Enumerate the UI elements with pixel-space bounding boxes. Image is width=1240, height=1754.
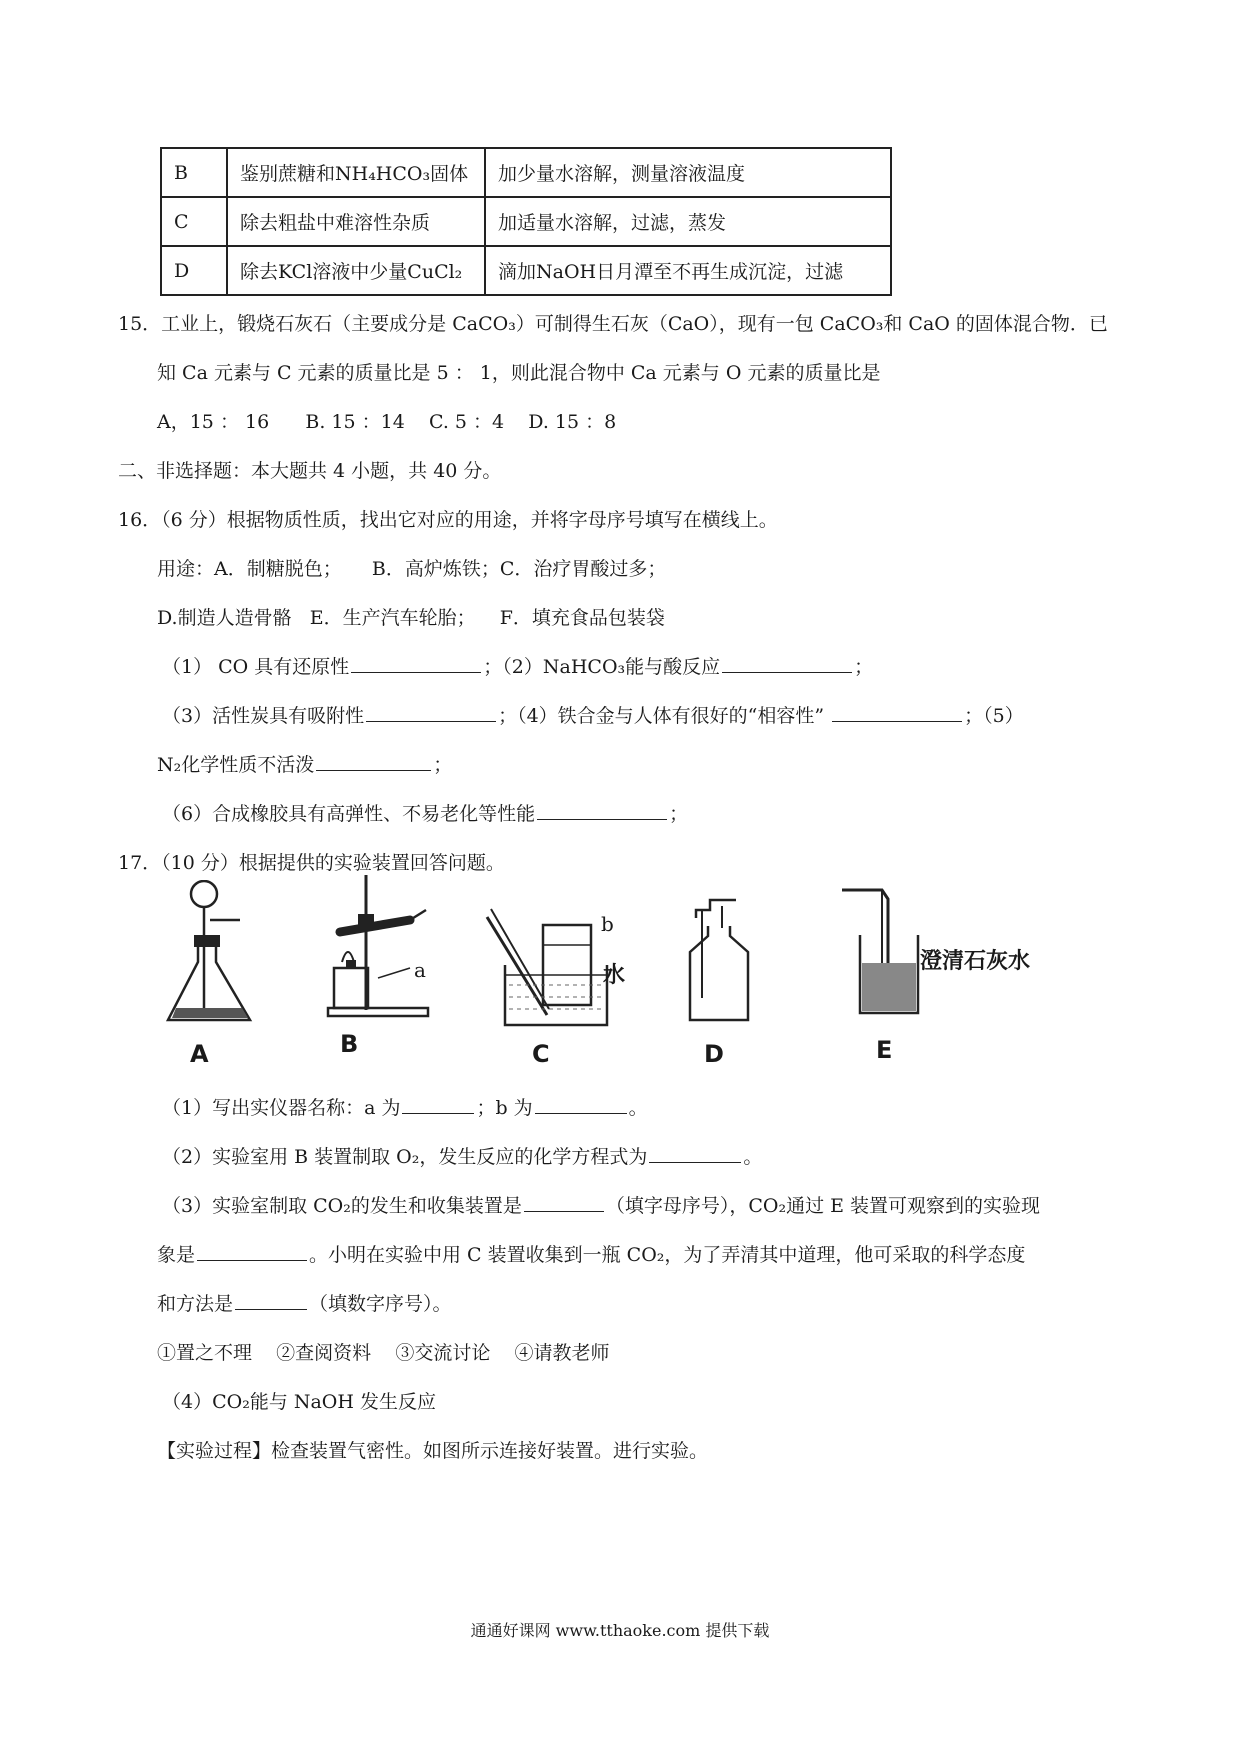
apparatus-a-label: A: [190, 1040, 209, 1068]
answer-blank[interactable]: [197, 1242, 307, 1261]
q16-item2-text: ；（2）NaHCO₃能与酸反应: [483, 656, 721, 678]
semicolon: ；: [669, 803, 689, 825]
apparatus-b-label: B: [340, 1030, 359, 1058]
option-purpose: 除去KCl溶液中少量CuCl₂: [227, 246, 485, 295]
apparatus-c-label: C: [532, 1040, 550, 1068]
semicolon: ；: [433, 754, 453, 776]
option-purpose: 除去粗盐中难溶性杂质: [227, 197, 485, 246]
label-limewater: 澄清石灰水: [920, 948, 1031, 974]
q17-sub3-line1: [162, 1191, 1040, 1218]
table-row: [161, 197, 891, 246]
apparatus-b-drawing: [320, 870, 440, 1020]
q17-sub1: [162, 1093, 648, 1120]
q16-uses-line1: 用途：A．制糖脱色； B．高炉炼铁；C．治疗胃酸过多；: [157, 558, 667, 580]
option-method: 加少量水溶解，测量溶液温度: [485, 148, 891, 197]
q16-stem: 16．（6 分）根据物质性质，找出它对应的用途，并将字母序号填写在横线上。: [118, 509, 778, 531]
answer-blank[interactable]: [524, 1193, 604, 1212]
q17-sub2: [162, 1142, 762, 1169]
q16-item6-text: （6）合成橡胶具有高弹性、不易老化等性能: [162, 803, 536, 825]
apparatus-c-drawing: [485, 905, 615, 1035]
q17-sub3-text-e: 和方法是: [157, 1293, 234, 1315]
answer-blank[interactable]: [832, 703, 962, 722]
q17-sub3-line3: [157, 1289, 452, 1316]
table-row: [161, 246, 891, 295]
option-method: 滴加NaOH日月潭至不再生成沉淀，过滤: [485, 246, 891, 295]
period: 。: [628, 1097, 648, 1119]
apparatus-d-label: D: [704, 1040, 724, 1068]
label-b: b: [601, 912, 614, 936]
q17-sub3-text-f: （填数字序号）。: [309, 1293, 452, 1315]
q16-item4-text: ；（4）铁合金与人体有很好的“相容性”: [498, 705, 825, 727]
option-purpose: 鉴别蔗糖和NH₄HCO₃固体: [227, 148, 485, 197]
apparatus-e-label: E: [876, 1036, 893, 1064]
answer-blank[interactable]: [537, 801, 667, 820]
label-a: a: [414, 958, 426, 982]
q16-item5-text: N₂化学性质不活泼: [157, 754, 315, 776]
section-heading: 二、非选择题：本大题共 4 小题，共 40 分。: [118, 460, 502, 482]
q17-sub3-text-d: 。小明在实验中用 C 装置收集到一瓶 CO₂，为了弄清其中道理，他可采取的科学态度: [309, 1244, 1026, 1266]
q15-options: A，15 ： 16 B. 15 ：14 C. 5 ：4 D. 15 ：8: [157, 411, 617, 433]
period: 。: [743, 1146, 763, 1168]
q16-item1-text: （1） CO 具有还原性: [162, 656, 350, 678]
q16-item-5: [157, 750, 452, 777]
q15-line2: 知 Ca 元素与 C 元素的质量比是 5 ： 1，则此混合物中 Ca 元素与 O 元素的质量比是: [157, 362, 881, 384]
q17-stem: 17．（10 分）根据提供的实验装置回答问题。: [118, 852, 505, 874]
q17-experiment-process: 【实验过程】检查装置气密性。如图所示连接好装置。进行实验。: [157, 1440, 709, 1462]
option-method: 加适量水溶解，过滤，蒸发: [485, 197, 891, 246]
q16-item-1-2: [162, 652, 873, 679]
answer-blank[interactable]: [402, 1095, 474, 1114]
q17-sub3-text-c: 象是: [157, 1244, 196, 1266]
table-row: [161, 148, 891, 197]
q16-item-3-5: [162, 701, 1024, 728]
q17-choices: ①置之不理 ②查阅资料 ③交流讨论 ④请教老师: [157, 1342, 610, 1364]
apparatus-d-drawing: [680, 888, 760, 1028]
answer-blank[interactable]: [649, 1144, 741, 1163]
q15-line1: 15．工业上，锻烧石灰石（主要成分是 CaCO₃）可制得生石灰（CaO），现有一包 CaCO₃和 CaO 的固体混合物．已: [118, 313, 1108, 335]
page-footer: 通通好课网 www.tthaoke.com 提供下载: [470, 1621, 770, 1640]
apparatus-a-drawing: [160, 880, 260, 1030]
q16-item-6: [162, 799, 688, 826]
answer-blank[interactable]: [722, 654, 852, 673]
answer-blank[interactable]: [351, 654, 481, 673]
answer-blank[interactable]: [316, 752, 431, 771]
answer-blank[interactable]: [535, 1095, 627, 1114]
answer-blank[interactable]: [235, 1291, 307, 1310]
q17-sub3-text-b: （填字母序号），CO₂通过 E 装置可观察到的实验现: [605, 1195, 1041, 1217]
q16-item3-text: （3）活性炭具有吸附性: [162, 705, 365, 727]
q14-options-table: [160, 147, 892, 296]
answer-blank[interactable]: [366, 703, 496, 722]
q16-item5-prefix: ；（5）: [964, 705, 1024, 727]
q17-sub3-line2: [157, 1240, 1025, 1267]
q17-sub3-text: （3）实验室制取 CO₂的发生和收集装置是: [162, 1195, 522, 1217]
q17-sub2-text: （2）实验室用 B 装置制取 O₂，发生反应的化学方程式为: [162, 1146, 648, 1168]
q17-sub4: （4）CO₂能与 NaOH 发生反应: [162, 1391, 436, 1413]
q17-sub1-text-b: ；b 为: [476, 1097, 533, 1119]
option-letter: B: [161, 148, 227, 197]
q16-uses-line2: D.制造人造骨骼 E．生产汽车轮胎； F．填充食品包装袋: [157, 607, 665, 629]
q17-sub1-text: （1）写出实仪器名称：a 为: [162, 1097, 401, 1119]
apparatus-e-drawing: [830, 885, 920, 1025]
label-water: 水: [603, 962, 626, 988]
option-letter: C: [161, 197, 227, 246]
semicolon: ；: [854, 656, 874, 678]
option-letter: D: [161, 246, 227, 295]
